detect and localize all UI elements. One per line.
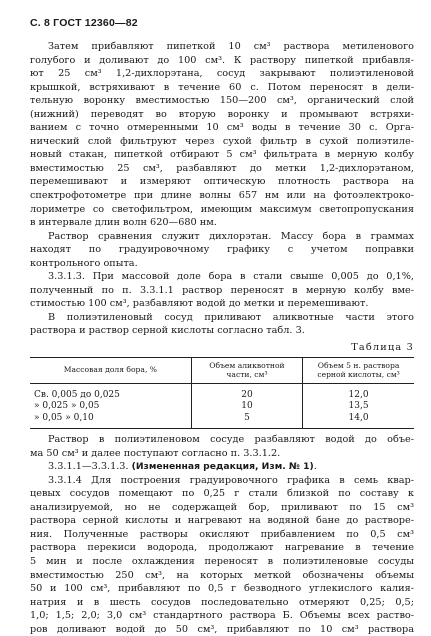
text-line: контрольного опыта. bbox=[30, 257, 138, 269]
text-line: Затем прибавляют пипеткой 10 см³ раствора метиленового bbox=[48, 41, 414, 52]
table-row bbox=[30, 383, 414, 401]
text-line: в интервале длин волн 620—680 нм. bbox=[30, 217, 217, 229]
text-line: раствора серной кислоты и нагревают на водяной бане до растворе- bbox=[30, 515, 414, 527]
text-line: 50 и 100 см³, прибавляют по 0,5 г безводного углекислого калия- bbox=[30, 583, 414, 595]
table-caption: Таблица 3 bbox=[351, 342, 414, 354]
table-cell: 12,0 bbox=[303, 383, 414, 401]
text-line: голубого и доливают до 100 см³. К раствору пипеткой прибавля- bbox=[30, 54, 414, 66]
text-line: анализируемой, но не содержащей бор, приливают по 15 см³ bbox=[30, 501, 414, 513]
table-row bbox=[30, 401, 414, 413]
text-line: 5 мин и после охлаждения переносят в полиэтиленовые сосуды bbox=[30, 556, 414, 567]
text-line: ров доливают водой до 50 см³, прибавляют по 10 см³ раствора bbox=[30, 623, 414, 635]
table-cell: » 0,05 » 0,10 bbox=[30, 413, 191, 429]
text-line: (нижний) переводят во вторую воронку и промывают встряхи- bbox=[30, 108, 414, 120]
text-line: находят по градуировочному графику с учетом поправки bbox=[30, 244, 414, 256]
amendment-suffix: . bbox=[313, 461, 317, 473]
text-line: ют 25 см³ 1,2-дихлорэтана, сосуд закрывают полиэтиленовой bbox=[30, 68, 414, 80]
table-cell: Св. 0,005 до 0,025 bbox=[34, 389, 120, 400]
text-line: раствора и раствор серной кислоты согласно табл. 3. bbox=[30, 325, 305, 337]
text-line: цевых сосудов помещают по 0,25 г стали близкой по составу к bbox=[30, 488, 414, 500]
text-line: лориметре со светофильтром, имеющим максимум светопропускания bbox=[30, 203, 414, 215]
text-line: нический слой фильтруют через сухой фильтр в сухой полиэтиле- bbox=[30, 135, 414, 147]
paragraph-6 bbox=[30, 460, 414, 474]
text-line: новый стакан, пипеткой отбирают 5 см³ фильтрата в мерную колбу bbox=[30, 149, 414, 161]
text-line: В полиэтиленовый сосуд приливают аликвотные части этого bbox=[48, 311, 414, 323]
table-cell: 20 bbox=[191, 383, 302, 401]
text-line: вместимостью 25 см³, разбавляют до метки 1,2-дихлорэтаном, bbox=[30, 162, 414, 174]
text-line: 3.3.1.4 Для построения градуировочного графика в семь квар- bbox=[48, 474, 414, 486]
text-line: вместимостью 250 см³, на которых меткой обозначены объемы bbox=[30, 569, 414, 581]
text-line: перемешивают и измеряют оптическую плотность раствора на bbox=[30, 176, 414, 188]
text-line: ния. Полученные растворы окисляют прибавлением по 0,5 см³ bbox=[30, 528, 414, 540]
column-header: Объем аликвотной части, см³ bbox=[191, 357, 302, 383]
paragraph-7 bbox=[30, 474, 414, 636]
table-row bbox=[30, 413, 414, 429]
amendment-prefix: 3.3.1.1—3.3.1.3. bbox=[48, 461, 132, 473]
text-line: спектрофотометре при длине волны 657 нм или на фотоэлектроко- bbox=[30, 190, 414, 202]
amendment-note bbox=[30, 460, 414, 474]
text-line: крышкой, встряхивают в течение 60 с. Потом переносят в дели- bbox=[30, 81, 414, 93]
text-line: полученный по п. 3.3.1.1 раствор переносят в мерную колбу вме- bbox=[30, 284, 414, 296]
text-line: 3.3.1.3. При массовой доле бора в стали свыше 0,005 до 0,1%, bbox=[48, 271, 414, 283]
text-line: раствора перекиси водорода, продолжают нагревание в течение bbox=[30, 542, 414, 554]
paragraph-2 bbox=[30, 230, 414, 271]
text-line: натрия и в шесть сосудов последовательно отмеряют 0,25; 0,5; bbox=[30, 596, 414, 608]
amendment-bold: (Измененная редакция, Изм. № 1) bbox=[131, 461, 314, 473]
text-line: Раствор в полиэтиленовом сосуде разбавляют водой до объе- bbox=[48, 434, 414, 446]
text-line: стимостью 100 см³, разбавляют водой до метки и перемешивают. bbox=[30, 298, 369, 310]
text-line: ванием с точно отмеренными 10 см³ воды в течение 30 с. Орга- bbox=[30, 122, 414, 134]
column-header: Объем 5 н. раствора серной кислоты, см³ bbox=[303, 357, 414, 383]
paragraph-3 bbox=[30, 270, 414, 311]
page-header: С. 8 ГОСТ 12360—82 bbox=[30, 17, 138, 29]
column-header: Массовая доля бора, % bbox=[30, 357, 191, 383]
document-body bbox=[30, 40, 414, 636]
table-cell: 14,0 bbox=[303, 413, 414, 429]
table-cell: » 0,025 » 0,05 bbox=[34, 401, 100, 412]
table-header-row bbox=[30, 357, 414, 383]
text-line: Раствор сравнения служит дихлорэтан. Массу бора в граммах bbox=[48, 230, 414, 242]
table-cell: 5 bbox=[191, 413, 302, 429]
text-line: тельную воронку вместимостью 150—200 см³, органический слой bbox=[30, 95, 414, 107]
text-line: 1,0; 1,5; 2,0; 3,0 см³ стандартного раствора Б. Объемы всех раство- bbox=[30, 610, 414, 622]
table-cell: 13,5 bbox=[303, 401, 414, 413]
table-cell: 10 bbox=[191, 401, 302, 413]
text-line: ма 50 см³ и далее поступают согласно п. 3.3.1.2. bbox=[30, 447, 281, 459]
paragraph-5 bbox=[30, 433, 414, 460]
table-3 bbox=[30, 357, 414, 430]
paragraph-1 bbox=[30, 40, 414, 230]
paragraph-4 bbox=[30, 311, 414, 338]
